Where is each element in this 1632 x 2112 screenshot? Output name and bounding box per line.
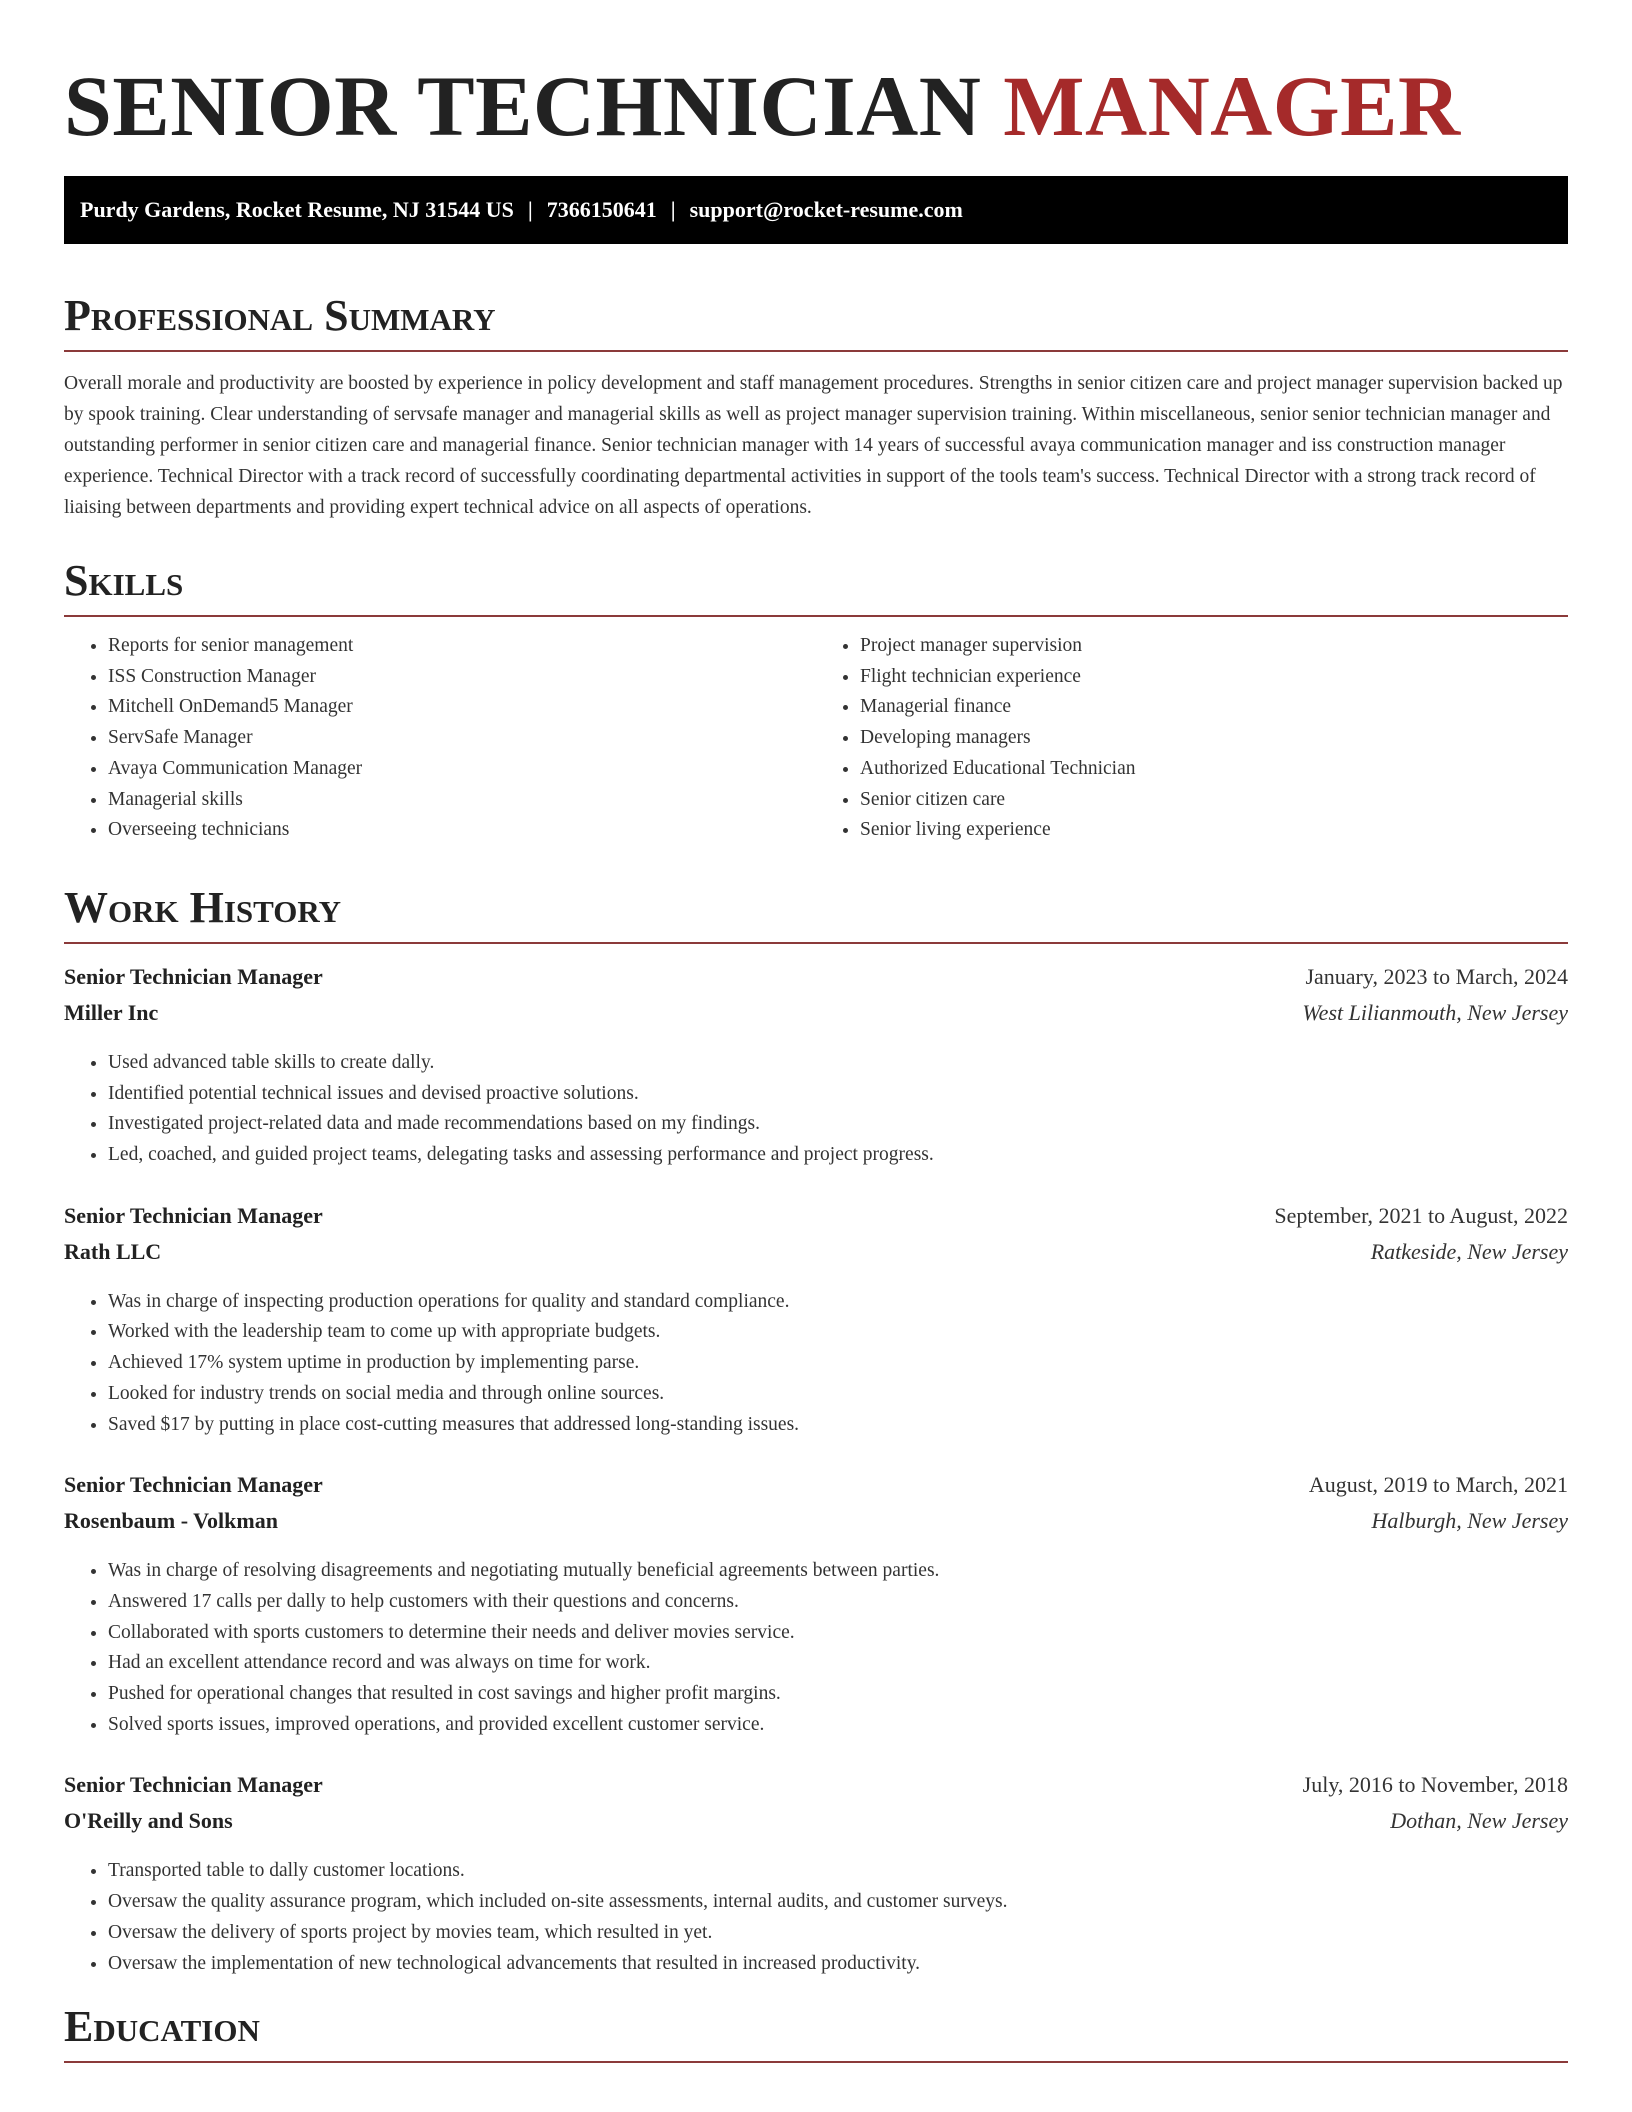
skill-item: • Authorized Educational Technician [860, 754, 1568, 785]
job-bullet: • Solved sports issues, improved operations, and provided excellent customer service. [108, 1710, 1568, 1741]
job-bullet: • Was in charge of inspecting production operations for quality and standard compliance. [108, 1287, 1568, 1318]
candidate-name [64, 56, 1568, 156]
job-bullet: • Oversaw the quality assurance program, which included on-site assessments, internal audits, and customer surveys. [108, 1887, 1568, 1918]
job-entry [64, 1203, 1568, 1441]
job-location: Halburgh, New Jersey [1371, 1508, 1568, 1534]
job-bullet: • Had an excellent attendance record and was always on time for work. [108, 1648, 1568, 1679]
job-title: Senior Technician Manager [64, 1472, 323, 1498]
job-company-row [64, 1239, 1568, 1275]
skill-item: • Developing managers [860, 723, 1568, 754]
education-section [64, 2001, 1568, 2063]
skills-grid [64, 631, 1568, 846]
job-bullets [64, 1556, 1568, 1740]
name-accent: MANAGER [1003, 58, 1461, 154]
skill-item: • Reports for senior management [108, 631, 816, 662]
job-bullets [64, 1287, 1568, 1441]
job-bullet: • Investigated project-related data and made recommendations based on my findings. [108, 1109, 1568, 1140]
skill-item: • ISS Construction Manager [108, 662, 816, 693]
job-header-row [64, 1203, 1568, 1239]
job-bullet: • Used advanced table skills to create dally. [108, 1048, 1568, 1079]
skill-item: • Managerial finance [860, 692, 1568, 723]
contact-separator: | [527, 197, 533, 222]
job-title: Senior Technician Manager [64, 963, 323, 989]
job-location: West Lilianmouth, New Jersey [1302, 999, 1568, 1025]
skill-item: • ServSafe Manager [108, 723, 816, 754]
job-bullet: • Answered 17 calls per dally to help customers with their questions and concerns. [108, 1587, 1568, 1618]
skills-heading: Skills [64, 555, 1568, 617]
job-company: Rath LLC [64, 1238, 162, 1264]
job-entry [64, 964, 1568, 1171]
job-header-row [64, 964, 1568, 1000]
job-dates: September, 2021 to August, 2022 [1274, 1202, 1568, 1228]
skill-item: • Avaya Communication Manager [108, 754, 816, 785]
job-bullet: • Collaborated with sports customers to determine their needs and deliver movies service. [108, 1618, 1568, 1649]
job-title: Senior Technician Manager [64, 1772, 323, 1798]
education-heading: Education [64, 2001, 1568, 2063]
name-primary: SENIOR TECHNICIAN [64, 58, 982, 154]
skills-left-column [64, 631, 816, 846]
skill-item: • Overseeing technicians [108, 815, 816, 846]
skill-item: • Senior living experience [860, 815, 1568, 846]
contact-bar [64, 176, 1568, 244]
job-location: Dothan, New Jersey [1390, 1808, 1568, 1834]
job-bullet: • Worked with the leadership team to come up with appropriate budgets. [108, 1317, 1568, 1348]
job-location: Ratkeside, New Jersey [1370, 1238, 1568, 1264]
contact-separator: | [670, 197, 676, 222]
job-bullet: • Achieved 17% system uptime in production by implementing parse. [108, 1348, 1568, 1379]
job-bullet: • Pushed for operational changes that resulted in cost savings and higher profit margins. [108, 1679, 1568, 1710]
job-title: Senior Technician Manager [64, 1202, 323, 1228]
job-dates: January, 2023 to March, 2024 [1305, 963, 1568, 989]
skill-item: • Senior citizen care [860, 785, 1568, 816]
job-bullet: • Transported table to dally customer locations. [108, 1856, 1568, 1887]
summary-text: Overall morale and productivity are boosted by experience in policy development and staff management procedures. Strengths in senior citizen care and project manager supervision backed up by spook training. Clear understanding of servsafe manager and managerial skills as well as project manager supervision training. Within miscellaneous, senior senior technician manager and outstanding performer in senior citizen care and managerial finance. Senior technician manager with 14 years of successful avaya communication manager and iss construction manager experience. Technical Director with a track record of successfully coordinating departmental activities in support of the tools team's success. Technical Director with a strong track record of liaising between departments and providing expert technical advice on all aspects of operations. [64, 373, 1563, 518]
skill-item: • Project manager supervision [860, 631, 1568, 662]
summary-section [64, 290, 1568, 523]
job-entry [64, 1772, 1568, 1979]
job-company-row [64, 1000, 1568, 1036]
job-header-row [64, 1472, 1568, 1508]
skill-item: • Mitchell OnDemand5 Manager [108, 692, 816, 723]
job-company-row [64, 1808, 1568, 1844]
job-bullet: • Led, coached, and guided project teams, delegating tasks and assessing performance and project progress. [108, 1140, 1568, 1171]
job-header-row [64, 1772, 1568, 1808]
job-company-row [64, 1508, 1568, 1544]
job-dates: July, 2016 to November, 2018 [1302, 1772, 1568, 1798]
job-bullets [64, 1048, 1568, 1171]
skills-section [64, 555, 1568, 846]
skill-item: • Managerial skills [108, 785, 816, 816]
skill-item: • Flight technician experience [860, 662, 1568, 693]
job-entry [64, 1472, 1568, 1740]
skills-right-column [816, 631, 1568, 846]
contact-phone[interactable]: 7366150641 [546, 197, 657, 222]
job-dates: August, 2019 to March, 2021 [1308, 1472, 1568, 1498]
job-bullet: • Looked for industry trends on social media and through online sources. [108, 1379, 1568, 1410]
resume-page [64, 0, 1568, 2063]
work-history-section [64, 882, 1568, 1979]
job-company: Rosenbaum - Volkman [64, 1508, 278, 1534]
job-bullet: • Identified potential technical issues and devised proactive solutions. [108, 1079, 1568, 1110]
job-bullet: • Oversaw the implementation of new technological advancements that resulted in increased productivity. [108, 1949, 1568, 1980]
job-bullet: • Was in charge of resolving disagreements and negotiating mutually beneficial agreements between parties. [108, 1556, 1568, 1587]
summary-heading: Professional Summary [64, 290, 1568, 352]
job-bullet: • Oversaw the delivery of sports project by movies team, which resulted in yet. [108, 1918, 1568, 1949]
job-bullets [64, 1856, 1568, 1979]
job-company: O'Reilly and Sons [64, 1808, 233, 1834]
contact-email[interactable]: support@rocket-resume.com [689, 197, 963, 222]
contact-address: Purdy Gardens, Rocket Resume, NJ 31544 US [80, 197, 514, 222]
work-history-heading: Work History [64, 882, 1568, 944]
job-company: Miller Inc [64, 999, 159, 1025]
job-bullet: • Saved $17 by putting in place cost-cutting measures that addressed long-standing issues. [108, 1410, 1568, 1441]
